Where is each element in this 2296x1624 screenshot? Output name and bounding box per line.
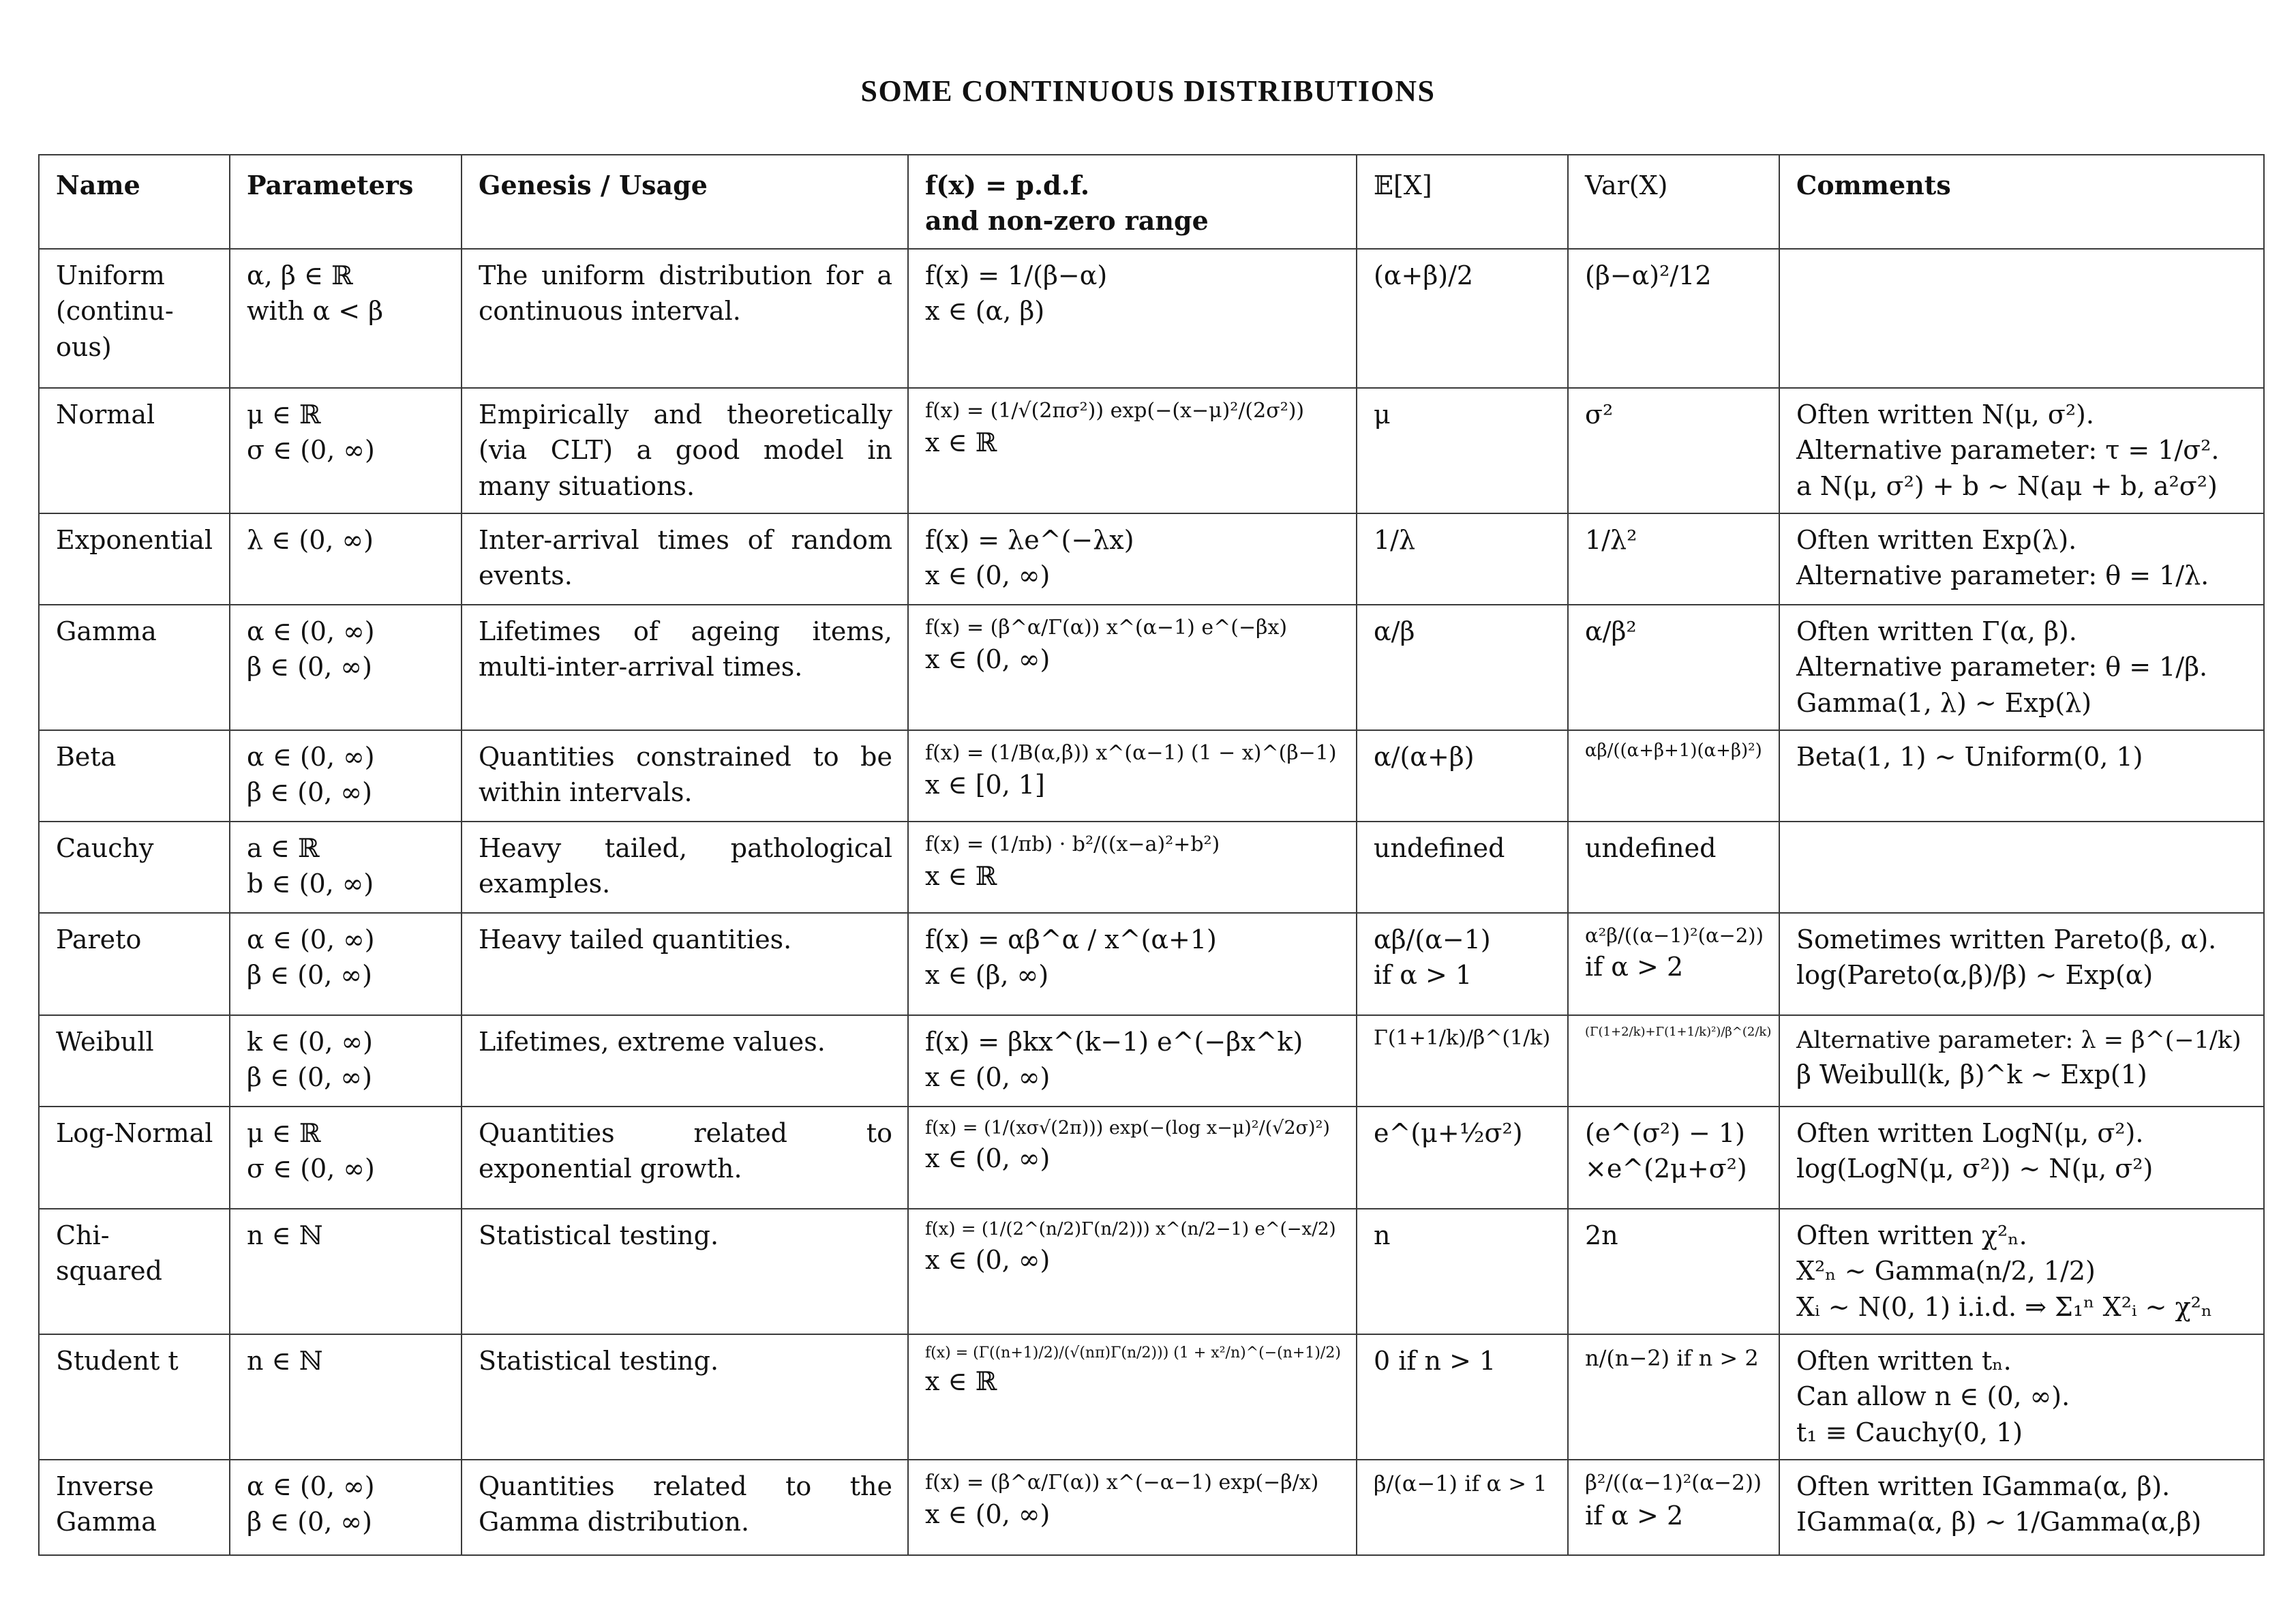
cell-parameters-line: σ ∈ (0, ∞) xyxy=(247,435,375,466)
cell-pdf-line: f(x) = (β^α/Γ(α)) x^(α−1) e^(−βx) xyxy=(925,616,1288,640)
cell-variance xyxy=(1568,913,1779,1015)
table-row xyxy=(39,1209,2264,1334)
cell-pdf-line: f(x) = (1/√(2πσ²)) exp(−(x−μ)²/(2σ²)) xyxy=(925,399,1305,423)
cell-mean-line: if α > 1 xyxy=(1374,960,1472,991)
cell-mean xyxy=(1357,1460,1568,1555)
header-genesis: Genesis / Usage xyxy=(462,155,908,249)
cell-parameters-line: b ∈ (0, ∞) xyxy=(247,869,374,899)
cell-name: Weibull xyxy=(39,1015,230,1107)
header-pdf-line2: and non-zero range xyxy=(925,205,1209,237)
cell-pdf-line: x ∈ (0, ∞) xyxy=(925,560,1051,591)
cell-mean-line: αβ/(α−1) xyxy=(1374,924,1491,954)
table-body xyxy=(39,249,2264,1555)
cell-mean-line: n xyxy=(1374,1220,1391,1250)
header-parameters: Parameters xyxy=(230,155,462,249)
cell-pdf-line: f(x) = 1/(β−α) xyxy=(925,260,1108,290)
cell-comments-line: β Weibull(k, β)^k ∼ Exp(1) xyxy=(1796,1059,2147,1090)
cell-pdf-line: f(x) = (1/(2^(n/2)Γ(n/2))) x^(n/2−1) e^(−x/2) xyxy=(925,1219,1336,1239)
cell-mean xyxy=(1357,388,1568,513)
cell-variance xyxy=(1568,1107,1779,1209)
cell-name: Exponential xyxy=(39,513,230,605)
cell-comments xyxy=(1779,730,2264,822)
cell-name: Chi-squared xyxy=(39,1209,230,1334)
cell-variance xyxy=(1568,513,1779,605)
cell-parameters xyxy=(230,1015,462,1107)
cell-pdf-line: f(x) = (Γ((n+1)/2)/(√(nπ)Γ(n/2))) (1 + x²/n)^(−(n+1)/2) xyxy=(925,1344,1341,1362)
cell-pdf xyxy=(908,1107,1357,1209)
cell-pdf xyxy=(908,730,1357,822)
table-row xyxy=(39,822,2264,913)
cell-mean-line: α/β xyxy=(1374,616,1415,646)
cell-comments-line: t₁ ≡ Cauchy(0, 1) xyxy=(1796,1417,2023,1447)
cell-pdf-line: x ∈ ℝ xyxy=(925,427,997,458)
cell-mean xyxy=(1357,730,1568,822)
cell-pdf xyxy=(908,605,1357,730)
cell-genesis: Quantities constrained to be within intervals. xyxy=(462,730,908,822)
cell-variance xyxy=(1568,1015,1779,1107)
cell-name: Log-Normal xyxy=(39,1107,230,1209)
cell-variance xyxy=(1568,822,1779,913)
header-name: Name xyxy=(39,155,230,249)
cell-pdf-line: x ∈ (0, ∞) xyxy=(925,1062,1051,1093)
cell-mean xyxy=(1357,513,1568,605)
cell-genesis: Inter-arrival times of random events. xyxy=(462,513,908,605)
cell-comments-line: IGamma(α, β) ∼ 1/Gamma(α,β) xyxy=(1796,1507,2202,1537)
cell-pdf-line: f(x) = αβ^α / x^(α+1) xyxy=(925,924,1217,954)
cell-genesis: Lifetimes, extreme values. xyxy=(462,1015,908,1107)
cell-pdf xyxy=(908,822,1357,913)
cell-pdf-line: f(x) = (β^α/Γ(α)) x^(−α−1) exp(−β/x) xyxy=(925,1471,1319,1494)
cell-mean xyxy=(1357,1107,1568,1209)
cell-variance xyxy=(1568,730,1779,822)
cell-parameters-line: n ∈ ℕ xyxy=(247,1346,323,1376)
cell-parameters-line: α, β ∈ ℝ xyxy=(247,260,353,290)
cell-comments-line: Often written Γ(α, β). xyxy=(1796,616,2077,646)
cell-genesis: Lifetimes of ageing items, multi-inter-arrival times. xyxy=(462,605,908,730)
cell-variance-line: α²β/((α−1)²(α−2)) xyxy=(1585,924,1764,947)
cell-comments-line: Often written Exp(λ). xyxy=(1796,525,2077,555)
cell-parameters-line: n ∈ ℕ xyxy=(247,1220,323,1250)
cell-comments xyxy=(1779,513,2264,605)
cell-variance xyxy=(1568,605,1779,730)
cell-pdf xyxy=(908,249,1357,388)
header-row xyxy=(39,155,2264,249)
page-title: SOME CONTINUOUS DISTRIBUTIONS xyxy=(860,74,1436,108)
cell-parameters-line: β ∈ (0, ∞) xyxy=(247,960,372,991)
cell-genesis: Quantities related to the Gamma distribution. xyxy=(462,1460,908,1555)
cell-mean-line: e^(μ+½σ²) xyxy=(1374,1118,1523,1148)
cell-pdf-line: f(x) = (1/(xσ√(2π))) exp(−(log x−μ)²/(√2σ)²) xyxy=(925,1117,1330,1139)
cell-comments-line: Alternative parameter: λ = β^(−1/k) xyxy=(1796,1027,2241,1054)
cell-comments-line: log(LogN(μ, σ²)) ∼ N(μ, σ²) xyxy=(1796,1154,2154,1184)
table-row xyxy=(39,513,2264,605)
cell-parameters-line: α ∈ (0, ∞) xyxy=(247,616,375,646)
cell-comments xyxy=(1779,249,2264,388)
cell-variance xyxy=(1568,1209,1779,1334)
cell-name: Normal xyxy=(39,388,230,513)
cell-mean-line: Γ(1+1/k)/β^(1/k) xyxy=(1374,1026,1551,1050)
cell-comments-line: X²ₙ ∼ Gamma(n/2, 1/2) xyxy=(1796,1256,2096,1287)
cell-pdf xyxy=(908,913,1357,1015)
cell-genesis: Quantities related to exponential growth. xyxy=(462,1107,908,1209)
cell-mean-line: 1/λ xyxy=(1374,525,1416,555)
cell-pdf-line: x ∈ (0, ∞) xyxy=(925,1499,1051,1530)
cell-comments xyxy=(1779,1107,2264,1209)
cell-variance-line: n/(n−2) if n > 2 xyxy=(1585,1345,1759,1371)
cell-comments-line: Often written χ²ₙ. xyxy=(1796,1220,2027,1250)
cell-genesis: Empirically and theoretically (via CLT) a good model in many situations. xyxy=(462,388,908,513)
cell-variance xyxy=(1568,1460,1779,1555)
header-variance: Var(X) xyxy=(1568,155,1779,249)
header-pdf-line1: f(x) = p.d.f. xyxy=(925,170,1090,200)
cell-comments-line: Xᵢ ∼ N(0, 1) i.i.d. ⇒ Σ₁ⁿ X²ᵢ ∼ χ²ₙ xyxy=(1796,1291,2213,1322)
cell-variance-line: ×e^(2μ+σ²) xyxy=(1585,1154,1747,1184)
cell-parameters xyxy=(230,1334,462,1460)
cell-comments-line: Can allow n ∈ (0, ∞). xyxy=(1796,1381,2070,1412)
cell-variance-line: 1/λ² xyxy=(1585,525,1637,555)
table-row xyxy=(39,730,2264,822)
cell-mean xyxy=(1357,1209,1568,1334)
cell-parameters xyxy=(230,1209,462,1334)
cell-parameters xyxy=(230,1107,462,1209)
cell-mean-line: μ xyxy=(1374,400,1391,430)
table-row xyxy=(39,388,2264,513)
cell-parameters xyxy=(230,605,462,730)
cell-name: Inverse Gamma xyxy=(39,1460,230,1555)
cell-comments-line: Often written IGamma(α, β). xyxy=(1796,1471,2171,1501)
cell-parameters-line: β ∈ (0, ∞) xyxy=(247,777,372,808)
cell-pdf-line: x ∈ (α, β) xyxy=(925,296,1045,327)
cell-comments-line: Alternative parameter: θ = 1/λ. xyxy=(1796,560,2209,591)
cell-comments-line: log(Pareto(α,β)/β) ∼ Exp(α) xyxy=(1796,960,2154,991)
cell-mean-line: undefined xyxy=(1374,833,1505,863)
cell-comments-line: Beta(1, 1) ∼ Uniform(0, 1) xyxy=(1796,742,2143,772)
cell-pdf-line: x ∈ (β, ∞) xyxy=(925,960,1049,991)
cell-comments xyxy=(1779,388,2264,513)
cell-parameters-line: λ ∈ (0, ∞) xyxy=(247,525,374,555)
cell-name: Gamma xyxy=(39,605,230,730)
cell-parameters xyxy=(230,913,462,1015)
cell-mean-line: α/(α+β) xyxy=(1374,742,1475,772)
cell-pdf-line: x ∈ [0, 1] xyxy=(925,770,1045,800)
cell-variance-line: undefined xyxy=(1585,833,1717,863)
cell-mean xyxy=(1357,249,1568,388)
distributions-table xyxy=(38,154,2265,1556)
cell-parameters-line: a ∈ ℝ xyxy=(247,833,320,863)
cell-comments-line: Alternative parameter: τ = 1/σ². xyxy=(1796,435,2220,466)
cell-mean xyxy=(1357,913,1568,1015)
cell-parameters xyxy=(230,388,462,513)
cell-pdf-line: x ∈ (0, ∞) xyxy=(925,1244,1051,1275)
cell-variance-line: (Γ(1+2/k)+Γ(1+1/k)²)/β^(2/k) xyxy=(1585,1025,1772,1039)
cell-pdf xyxy=(908,388,1357,513)
cell-parameters-line: β ∈ (0, ∞) xyxy=(247,1062,372,1093)
cell-parameters xyxy=(230,822,462,913)
cell-variance xyxy=(1568,388,1779,513)
cell-pdf-line: x ∈ ℝ xyxy=(925,861,997,892)
cell-comments-line: Sometimes written Pareto(β, α). xyxy=(1796,924,2217,954)
cell-comments-line: Gamma(1, λ) ∼ Exp(λ) xyxy=(1796,687,2092,718)
cell-variance xyxy=(1568,249,1779,388)
cell-mean xyxy=(1357,1015,1568,1107)
cell-mean-line: β/(α−1) if α > 1 xyxy=(1374,1471,1547,1497)
cell-parameters xyxy=(230,1460,462,1555)
cell-pdf xyxy=(908,1334,1357,1460)
cell-name: Uniform (continu-ous) xyxy=(39,249,230,388)
cell-parameters xyxy=(230,513,462,605)
cell-comments xyxy=(1779,1209,2264,1334)
cell-parameters-line: k ∈ (0, ∞) xyxy=(247,1027,373,1057)
cell-mean xyxy=(1357,605,1568,730)
cell-parameters-line: μ ∈ ℝ xyxy=(247,1118,321,1148)
cell-pdf xyxy=(908,1460,1357,1555)
cell-parameters xyxy=(230,249,462,388)
cell-genesis: Statistical testing. xyxy=(462,1209,908,1334)
cell-variance-line: 2n xyxy=(1585,1220,1618,1250)
cell-mean xyxy=(1357,1334,1568,1460)
cell-variance-line: σ² xyxy=(1585,400,1614,430)
cell-pdf-line: f(x) = βkx^(k−1) e^(−βx^k) xyxy=(925,1027,1303,1057)
cell-variance-line: α/β² xyxy=(1585,616,1637,646)
cell-parameters-line: α ∈ (0, ∞) xyxy=(247,742,375,772)
cell-genesis: Statistical testing. xyxy=(462,1334,908,1460)
cell-mean-line: (α+β)/2 xyxy=(1374,260,1474,290)
cell-parameters-line: with α < β xyxy=(247,296,384,327)
cell-genesis: Heavy tailed quantities. xyxy=(462,913,908,1015)
cell-parameters-line: α ∈ (0, ∞) xyxy=(247,1471,375,1501)
cell-pdf xyxy=(908,1015,1357,1107)
cell-variance-line: if α > 2 xyxy=(1585,952,1684,982)
cell-mean xyxy=(1357,822,1568,913)
cell-genesis: The uniform distribution for a continuous interval. xyxy=(462,249,908,388)
cell-variance-line: (e^(σ²) − 1) xyxy=(1585,1118,1745,1148)
cell-genesis: Heavy tailed, pathological examples. xyxy=(462,822,908,913)
cell-variance-line: αβ/((α+β+1)(α+β)²) xyxy=(1585,740,1762,761)
table-row xyxy=(39,1015,2264,1107)
cell-variance xyxy=(1568,1334,1779,1460)
cell-parameters-line: α ∈ (0, ∞) xyxy=(247,924,375,954)
cell-pdf-line: f(x) = (1/πb) · b²/((x−a)²+b²) xyxy=(925,832,1220,856)
cell-variance-line: (β−α)²/12 xyxy=(1585,260,1712,290)
cell-pdf-line: x ∈ (0, ∞) xyxy=(925,1143,1051,1174)
cell-parameters xyxy=(230,730,462,822)
cell-name: Pareto xyxy=(39,913,230,1015)
cell-variance-line: if α > 2 xyxy=(1585,1500,1684,1531)
cell-parameters-line: μ ∈ ℝ xyxy=(247,400,321,430)
cell-comments-line: Often written N(μ, σ²). xyxy=(1796,400,2094,430)
cell-pdf-line: x ∈ ℝ xyxy=(925,1366,997,1397)
cell-name: Student t xyxy=(39,1334,230,1460)
cell-pdf xyxy=(908,513,1357,605)
cell-comments-line: Often written LogN(μ, σ²). xyxy=(1796,1118,2144,1148)
cell-comments xyxy=(1779,822,2264,913)
cell-parameters-line: β ∈ (0, ∞) xyxy=(247,652,372,682)
cell-parameters-line: β ∈ (0, ∞) xyxy=(247,1507,372,1537)
table-row xyxy=(39,913,2264,1015)
cell-pdf-line: x ∈ (0, ∞) xyxy=(925,644,1051,675)
table-row xyxy=(39,249,2264,388)
cell-comments xyxy=(1779,1015,2264,1107)
cell-pdf-line: f(x) = (1/B(α,β)) x^(α−1) (1 − x)^(β−1) xyxy=(925,741,1337,765)
cell-comments-line: Alternative parameter: θ = 1/β. xyxy=(1796,652,2208,682)
header-mean: 𝔼[X] xyxy=(1357,155,1568,249)
cell-name: Beta xyxy=(39,730,230,822)
table-row xyxy=(39,1460,2264,1555)
header-pdf xyxy=(908,155,1357,249)
table-row xyxy=(39,1107,2264,1209)
cell-comments xyxy=(1779,605,2264,730)
header-comments: Comments xyxy=(1779,155,2264,249)
cell-comments xyxy=(1779,913,2264,1015)
cell-parameters-line: σ ∈ (0, ∞) xyxy=(247,1154,375,1184)
cell-name: Cauchy xyxy=(39,822,230,913)
table-row xyxy=(39,605,2264,730)
cell-variance-line: β²/((α−1)²(α−2)) xyxy=(1585,1471,1762,1495)
cell-comments-line: a N(μ, σ²) + b ∼ N(aμ + b, a²σ²) xyxy=(1796,470,2218,501)
cell-mean-line: 0 if n > 1 xyxy=(1374,1346,1496,1376)
cell-comments xyxy=(1779,1334,2264,1460)
cell-comments xyxy=(1779,1460,2264,1555)
table-row xyxy=(39,1334,2264,1460)
cell-comments-line: Often written tₙ. xyxy=(1796,1346,2012,1376)
cell-pdf-line: f(x) = λe^(−λx) xyxy=(925,525,1134,555)
cell-pdf xyxy=(908,1209,1357,1334)
